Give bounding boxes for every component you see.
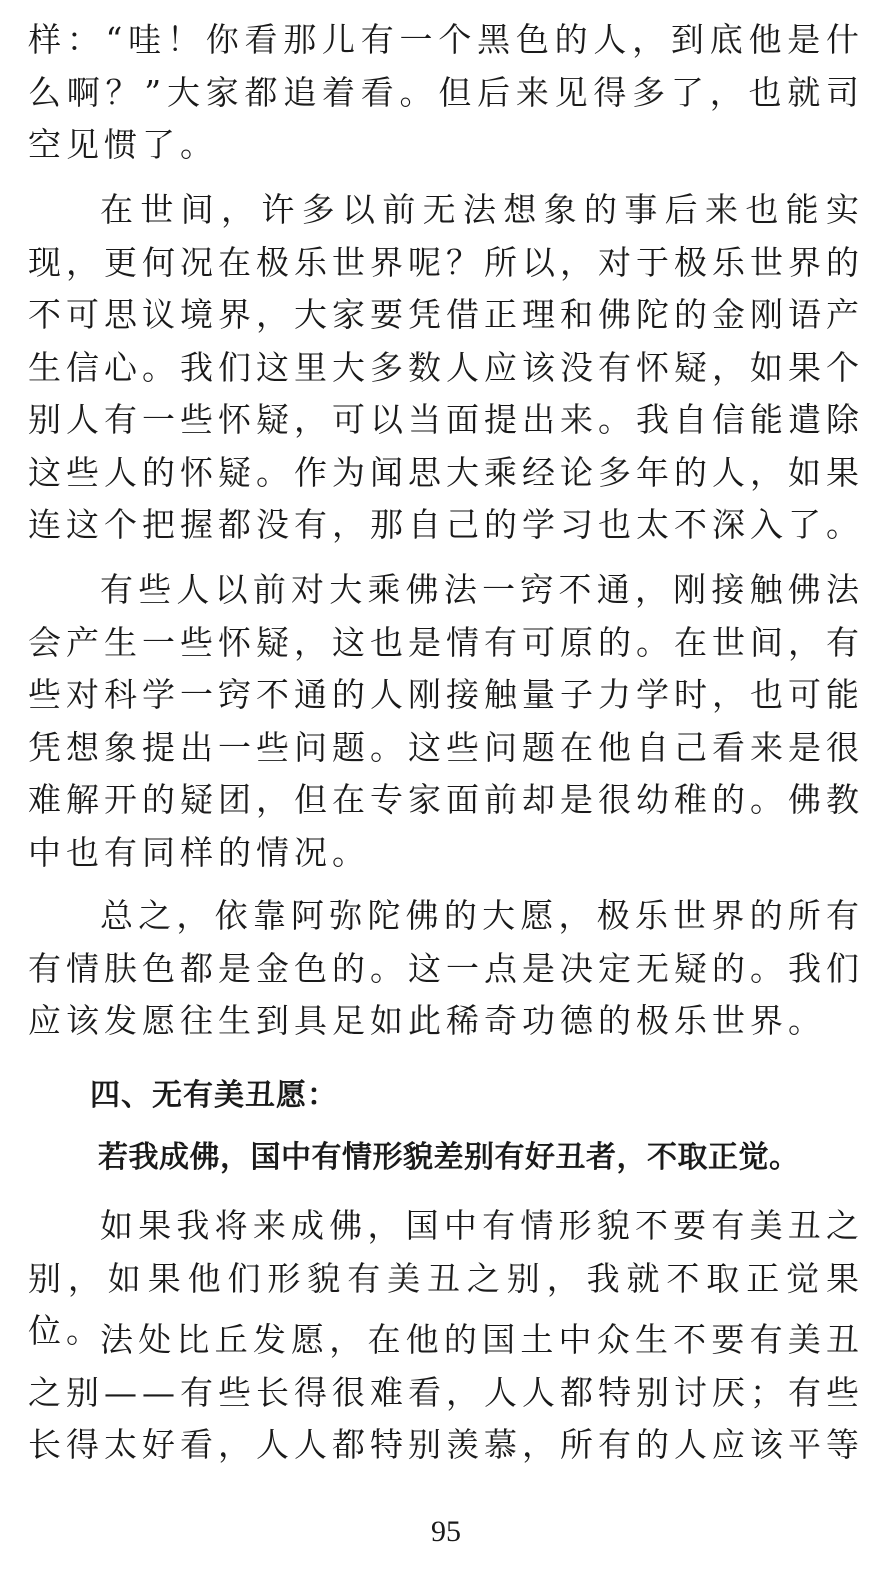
paragraph-vow-explanation: 如果我将来成佛，国中有情形貌不要有美丑之别，如果他们形貌有美丑之别，我就不取正觉果位。 bbox=[28, 1206, 864, 1350]
paragraph-imagination: 在世间，许多以前无法想象的事后来也能实现，更何况在极乐世界呢？所以，对于极乐世界的不可思议境界，大家要凭借正理和佛陀的金刚语产生信心。我们这里大多数人应该没有怀疑，如果个别人有一些怀疑，可以当面提出来。我自信能遣除这些人的怀疑。作为闻思大乘经论多年的人，如果连这个把握都没有，那自己的学习也太不深入了。 bbox=[28, 190, 864, 544]
paragraph-conclusion: 总之，依靠阿弥陀佛的大愿，极乐世界的所有有情肤色都是金色的。这一点是决定无疑的。我们应该发愿往生到具足如此稀奇功德的极乐世界。 bbox=[28, 896, 864, 1040]
section-heading: 四、无有美丑愿： bbox=[90, 1078, 338, 1113]
vow-text: 若我成佛，国中有情形貌差别有好丑者，不取正觉。 bbox=[98, 1140, 800, 1175]
paragraph-monk-vow: 法处比丘发愿，在他的国土中众生不要有美丑之别——有些长得很难看，人人都特别讨厌；有些长得太好看，人人都特别羡慕，所有的人应该平等 bbox=[28, 1320, 864, 1464]
page-number: 95 bbox=[431, 1515, 461, 1548]
paragraph-doubts: 有些人以前对大乘佛法一窍不通，刚接触佛法会产生一些怀疑，这也是情有可原的。在世间，有些对科学一窍不通的人刚接触量子力学时，也可能凭想象提出一些问题。这些问题在他自己看来是很难解开的疑团，但在专家面前却是很幼稚的。佛教中也有同样的情况。 bbox=[28, 570, 864, 872]
paragraph-continuation: 样：“哇！你看那儿有一个黑色的人，到底他是什么啊？”大家都追着看。但后来见得多了，也就司空见惯了。 bbox=[28, 20, 864, 164]
